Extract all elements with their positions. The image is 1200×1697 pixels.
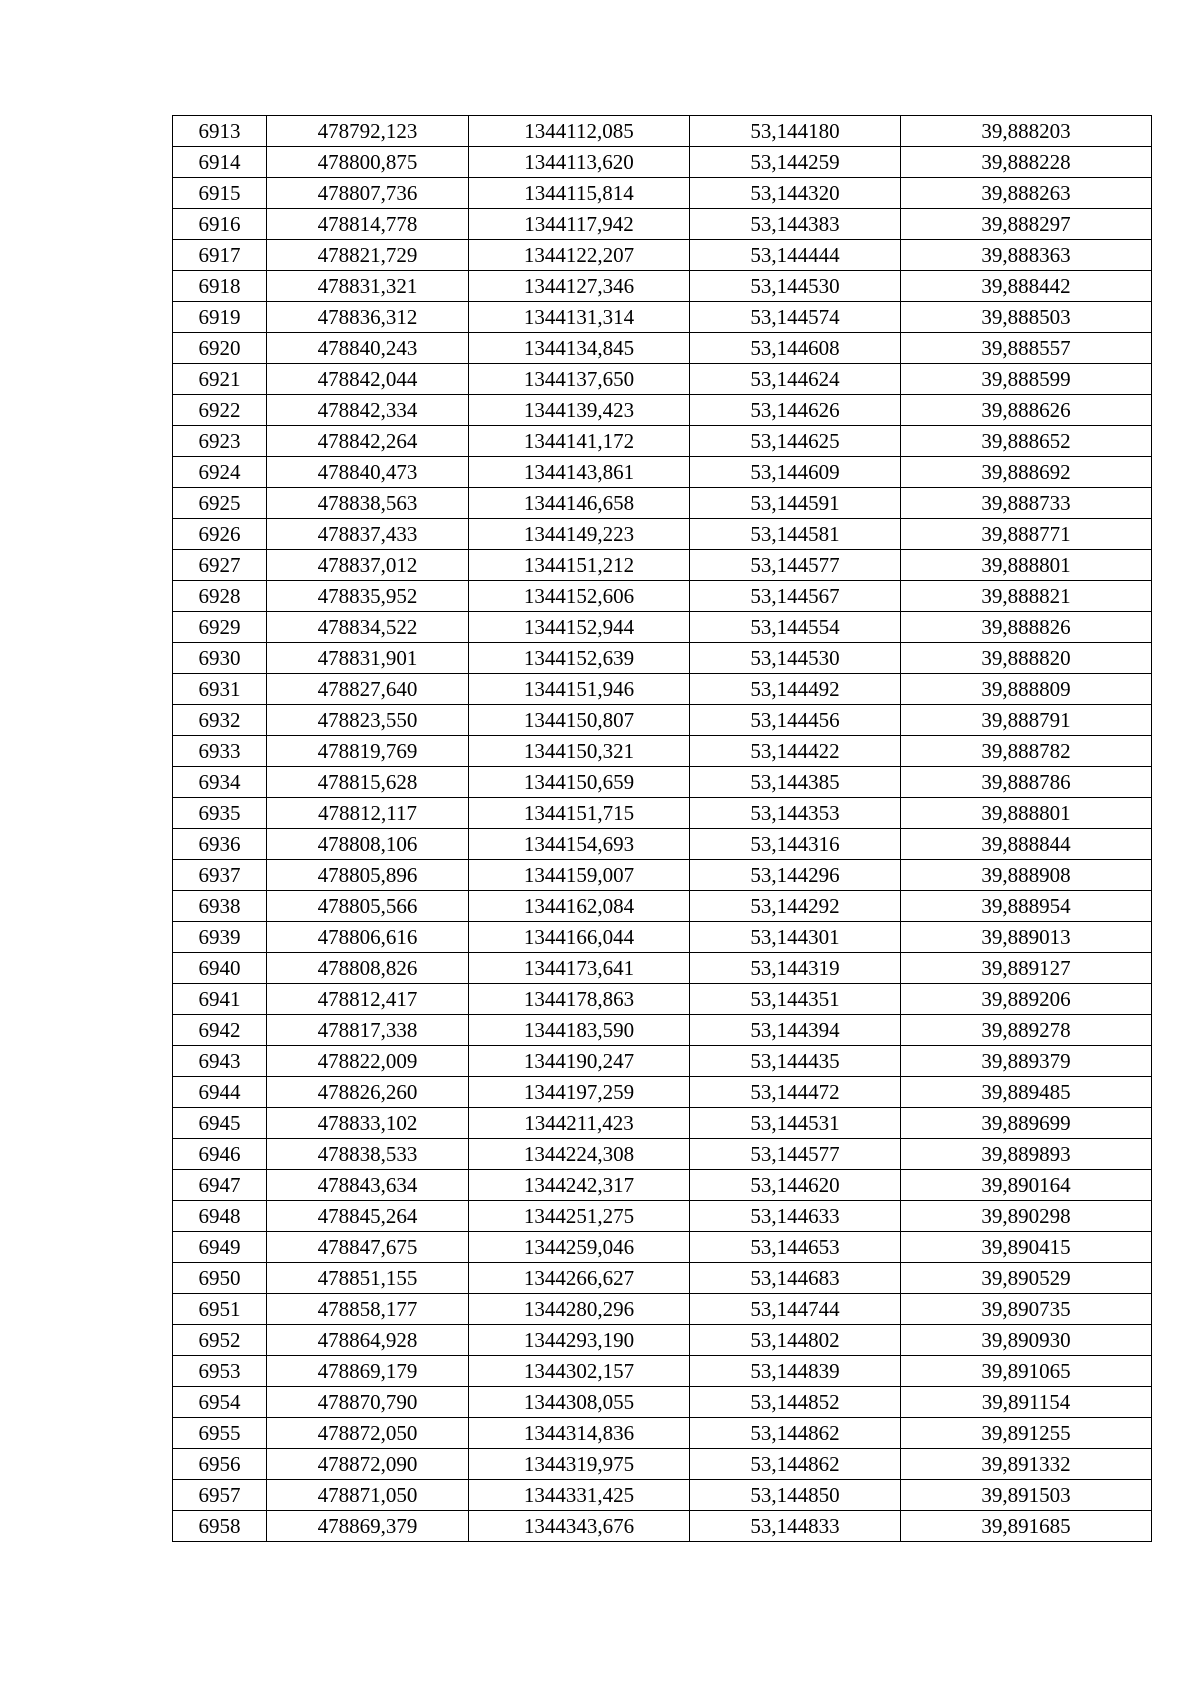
y-coordinate-cell: 1344190,247 <box>469 1046 690 1077</box>
point-number-cell: 6925 <box>173 488 267 519</box>
x-coordinate-cell: 478827,640 <box>267 674 469 705</box>
y-coordinate-cell: 1344141,172 <box>469 426 690 457</box>
table-row <box>173 829 1152 860</box>
x-coordinate-cell: 478851,155 <box>267 1263 469 1294</box>
x-coordinate-cell: 478823,550 <box>267 705 469 736</box>
longitude-cell: 39,888203 <box>901 116 1152 147</box>
table-row <box>173 1480 1152 1511</box>
latitude-cell: 53,144581 <box>690 519 901 550</box>
y-coordinate-cell: 1344211,423 <box>469 1108 690 1139</box>
table-row <box>173 550 1152 581</box>
point-number-cell: 6947 <box>173 1170 267 1201</box>
longitude-cell: 39,889127 <box>901 953 1152 984</box>
x-coordinate-cell: 478808,106 <box>267 829 469 860</box>
x-coordinate-cell: 478837,433 <box>267 519 469 550</box>
longitude-cell: 39,888297 <box>901 209 1152 240</box>
longitude-cell: 39,888599 <box>901 364 1152 395</box>
x-coordinate-cell: 478805,896 <box>267 860 469 891</box>
point-number-cell: 6946 <box>173 1139 267 1170</box>
point-number-cell: 6940 <box>173 953 267 984</box>
x-coordinate-cell: 478812,417 <box>267 984 469 1015</box>
longitude-cell: 39,888692 <box>901 457 1152 488</box>
table-row <box>173 674 1152 705</box>
table-row <box>173 860 1152 891</box>
x-coordinate-cell: 478871,050 <box>267 1480 469 1511</box>
latitude-cell: 53,144351 <box>690 984 901 1015</box>
longitude-cell: 39,890930 <box>901 1325 1152 1356</box>
point-number-cell: 6938 <box>173 891 267 922</box>
table-row <box>173 1077 1152 1108</box>
point-number-cell: 6936 <box>173 829 267 860</box>
longitude-cell: 39,890415 <box>901 1232 1152 1263</box>
y-coordinate-cell: 1344173,641 <box>469 953 690 984</box>
table-row <box>173 116 1152 147</box>
y-coordinate-cell: 1344152,944 <box>469 612 690 643</box>
x-coordinate-cell: 478869,379 <box>267 1511 469 1542</box>
y-coordinate-cell: 1344151,212 <box>469 550 690 581</box>
table-row <box>173 1511 1152 1542</box>
point-number-cell: 6955 <box>173 1418 267 1449</box>
latitude-cell: 53,144316 <box>690 829 901 860</box>
x-coordinate-cell: 478831,321 <box>267 271 469 302</box>
longitude-cell: 39,888809 <box>901 674 1152 705</box>
latitude-cell: 53,144492 <box>690 674 901 705</box>
y-coordinate-cell: 1344343,676 <box>469 1511 690 1542</box>
y-coordinate-cell: 1344149,223 <box>469 519 690 550</box>
y-coordinate-cell: 1344151,946 <box>469 674 690 705</box>
x-coordinate-cell: 478838,533 <box>267 1139 469 1170</box>
latitude-cell: 53,144626 <box>690 395 901 426</box>
x-coordinate-cell: 478840,473 <box>267 457 469 488</box>
y-coordinate-cell: 1344266,627 <box>469 1263 690 1294</box>
table-row <box>173 984 1152 1015</box>
longitude-cell: 39,888844 <box>901 829 1152 860</box>
y-coordinate-cell: 1344134,845 <box>469 333 690 364</box>
point-number-cell: 6928 <box>173 581 267 612</box>
point-number-cell: 6953 <box>173 1356 267 1387</box>
x-coordinate-cell: 478872,050 <box>267 1418 469 1449</box>
x-coordinate-cell: 478864,928 <box>267 1325 469 1356</box>
longitude-cell: 39,888503 <box>901 302 1152 333</box>
point-number-cell: 6950 <box>173 1263 267 1294</box>
point-number-cell: 6933 <box>173 736 267 767</box>
longitude-cell: 39,888363 <box>901 240 1152 271</box>
latitude-cell: 53,144577 <box>690 1139 901 1170</box>
x-coordinate-cell: 478812,117 <box>267 798 469 829</box>
y-coordinate-cell: 1344308,055 <box>469 1387 690 1418</box>
x-coordinate-cell: 478842,264 <box>267 426 469 457</box>
longitude-cell: 39,888821 <box>901 581 1152 612</box>
longitude-cell: 39,888263 <box>901 178 1152 209</box>
table-row <box>173 798 1152 829</box>
latitude-cell: 53,144296 <box>690 860 901 891</box>
latitude-cell: 53,144574 <box>690 302 901 333</box>
y-coordinate-cell: 1344150,321 <box>469 736 690 767</box>
x-coordinate-cell: 478842,044 <box>267 364 469 395</box>
table-row <box>173 891 1152 922</box>
x-coordinate-cell: 478838,563 <box>267 488 469 519</box>
longitude-cell: 39,888733 <box>901 488 1152 519</box>
x-coordinate-cell: 478840,243 <box>267 333 469 364</box>
point-number-cell: 6932 <box>173 705 267 736</box>
x-coordinate-cell: 478842,334 <box>267 395 469 426</box>
longitude-cell: 39,888801 <box>901 798 1152 829</box>
point-number-cell: 6957 <box>173 1480 267 1511</box>
longitude-cell: 39,890164 <box>901 1170 1152 1201</box>
y-coordinate-cell: 1344159,007 <box>469 860 690 891</box>
longitude-cell: 39,888820 <box>901 643 1152 674</box>
table-row <box>173 953 1152 984</box>
table-row <box>173 519 1152 550</box>
table-row <box>173 240 1152 271</box>
latitude-cell: 53,144852 <box>690 1387 901 1418</box>
point-number-cell: 6927 <box>173 550 267 581</box>
longitude-cell: 39,888908 <box>901 860 1152 891</box>
longitude-cell: 39,888771 <box>901 519 1152 550</box>
y-coordinate-cell: 1344242,317 <box>469 1170 690 1201</box>
latitude-cell: 53,144683 <box>690 1263 901 1294</box>
longitude-cell: 39,891154 <box>901 1387 1152 1418</box>
point-number-cell: 6923 <box>173 426 267 457</box>
x-coordinate-cell: 478833,102 <box>267 1108 469 1139</box>
table-row <box>173 271 1152 302</box>
latitude-cell: 53,144301 <box>690 922 901 953</box>
table-row <box>173 426 1152 457</box>
latitude-cell: 53,144554 <box>690 612 901 643</box>
latitude-cell: 53,144394 <box>690 1015 901 1046</box>
longitude-cell: 39,891503 <box>901 1480 1152 1511</box>
y-coordinate-cell: 1344139,423 <box>469 395 690 426</box>
latitude-cell: 53,144472 <box>690 1077 901 1108</box>
point-number-cell: 6918 <box>173 271 267 302</box>
latitude-cell: 53,144609 <box>690 457 901 488</box>
point-number-cell: 6915 <box>173 178 267 209</box>
y-coordinate-cell: 1344127,346 <box>469 271 690 302</box>
y-coordinate-cell: 1344302,157 <box>469 1356 690 1387</box>
longitude-cell: 39,891332 <box>901 1449 1152 1480</box>
longitude-cell: 39,888954 <box>901 891 1152 922</box>
x-coordinate-cell: 478792,123 <box>267 116 469 147</box>
y-coordinate-cell: 1344331,425 <box>469 1480 690 1511</box>
table-row <box>173 1170 1152 1201</box>
latitude-cell: 53,144385 <box>690 767 901 798</box>
x-coordinate-cell: 478800,875 <box>267 147 469 178</box>
y-coordinate-cell: 1344131,314 <box>469 302 690 333</box>
point-number-cell: 6922 <box>173 395 267 426</box>
table-row <box>173 1263 1152 1294</box>
point-number-cell: 6920 <box>173 333 267 364</box>
longitude-cell: 39,888228 <box>901 147 1152 178</box>
point-number-cell: 6942 <box>173 1015 267 1046</box>
table-row <box>173 147 1152 178</box>
point-number-cell: 6945 <box>173 1108 267 1139</box>
longitude-cell: 39,889893 <box>901 1139 1152 1170</box>
point-number-cell: 6926 <box>173 519 267 550</box>
point-number-cell: 6952 <box>173 1325 267 1356</box>
latitude-cell: 53,144833 <box>690 1511 901 1542</box>
point-number-cell: 6930 <box>173 643 267 674</box>
y-coordinate-cell: 1344117,942 <box>469 209 690 240</box>
x-coordinate-cell: 478806,616 <box>267 922 469 953</box>
latitude-cell: 53,144292 <box>690 891 901 922</box>
point-number-cell: 6954 <box>173 1387 267 1418</box>
y-coordinate-cell: 1344137,650 <box>469 364 690 395</box>
latitude-cell: 53,144319 <box>690 953 901 984</box>
latitude-cell: 53,144320 <box>690 178 901 209</box>
table-row <box>173 1201 1152 1232</box>
latitude-cell: 53,144591 <box>690 488 901 519</box>
x-coordinate-cell: 478814,778 <box>267 209 469 240</box>
latitude-cell: 53,144802 <box>690 1325 901 1356</box>
y-coordinate-cell: 1344113,620 <box>469 147 690 178</box>
table-row <box>173 1015 1152 1046</box>
latitude-cell: 53,144862 <box>690 1449 901 1480</box>
table-row <box>173 1046 1152 1077</box>
latitude-cell: 53,144850 <box>690 1480 901 1511</box>
latitude-cell: 53,144633 <box>690 1201 901 1232</box>
y-coordinate-cell: 1344150,659 <box>469 767 690 798</box>
point-number-cell: 6941 <box>173 984 267 1015</box>
point-number-cell: 6913 <box>173 116 267 147</box>
longitude-cell: 39,888782 <box>901 736 1152 767</box>
latitude-cell: 53,144839 <box>690 1356 901 1387</box>
coordinate-table <box>172 115 1152 1542</box>
longitude-cell: 39,888826 <box>901 612 1152 643</box>
point-number-cell: 6956 <box>173 1449 267 1480</box>
x-coordinate-cell: 478831,901 <box>267 643 469 674</box>
table-row <box>173 922 1152 953</box>
y-coordinate-cell: 1344166,044 <box>469 922 690 953</box>
table-row <box>173 333 1152 364</box>
table-row <box>173 1232 1152 1263</box>
point-number-cell: 6949 <box>173 1232 267 1263</box>
longitude-cell: 39,890298 <box>901 1201 1152 1232</box>
longitude-cell: 39,891065 <box>901 1356 1152 1387</box>
latitude-cell: 53,144577 <box>690 550 901 581</box>
x-coordinate-cell: 478836,312 <box>267 302 469 333</box>
x-coordinate-cell: 478815,628 <box>267 767 469 798</box>
latitude-cell: 53,144180 <box>690 116 901 147</box>
longitude-cell: 39,890529 <box>901 1263 1152 1294</box>
table-row <box>173 1387 1152 1418</box>
y-coordinate-cell: 1344280,296 <box>469 1294 690 1325</box>
table-row <box>173 736 1152 767</box>
table-row <box>173 612 1152 643</box>
table-row <box>173 1356 1152 1387</box>
x-coordinate-cell: 478872,090 <box>267 1449 469 1480</box>
x-coordinate-cell: 478822,009 <box>267 1046 469 1077</box>
longitude-cell: 39,889379 <box>901 1046 1152 1077</box>
point-number-cell: 6935 <box>173 798 267 829</box>
point-number-cell: 6951 <box>173 1294 267 1325</box>
y-coordinate-cell: 1344122,207 <box>469 240 690 271</box>
longitude-cell: 39,889699 <box>901 1108 1152 1139</box>
latitude-cell: 53,144531 <box>690 1108 901 1139</box>
latitude-cell: 53,144444 <box>690 240 901 271</box>
longitude-cell: 39,890735 <box>901 1294 1152 1325</box>
latitude-cell: 53,144608 <box>690 333 901 364</box>
x-coordinate-cell: 478870,790 <box>267 1387 469 1418</box>
y-coordinate-cell: 1344154,693 <box>469 829 690 860</box>
y-coordinate-cell: 1344162,084 <box>469 891 690 922</box>
latitude-cell: 53,144625 <box>690 426 901 457</box>
point-number-cell: 6921 <box>173 364 267 395</box>
table-row <box>173 488 1152 519</box>
point-number-cell: 6948 <box>173 1201 267 1232</box>
table-row <box>173 1418 1152 1449</box>
longitude-cell: 39,888442 <box>901 271 1152 302</box>
latitude-cell: 53,144259 <box>690 147 901 178</box>
y-coordinate-cell: 1344183,590 <box>469 1015 690 1046</box>
table-row <box>173 1325 1152 1356</box>
table-row <box>173 302 1152 333</box>
x-coordinate-cell: 478817,338 <box>267 1015 469 1046</box>
point-number-cell: 6934 <box>173 767 267 798</box>
x-coordinate-cell: 478837,012 <box>267 550 469 581</box>
x-coordinate-cell: 478869,179 <box>267 1356 469 1387</box>
point-number-cell: 6916 <box>173 209 267 240</box>
x-coordinate-cell: 478808,826 <box>267 953 469 984</box>
x-coordinate-cell: 478843,634 <box>267 1170 469 1201</box>
x-coordinate-cell: 478835,952 <box>267 581 469 612</box>
point-number-cell: 6939 <box>173 922 267 953</box>
y-coordinate-cell: 1344251,275 <box>469 1201 690 1232</box>
y-coordinate-cell: 1344293,190 <box>469 1325 690 1356</box>
x-coordinate-cell: 478826,260 <box>267 1077 469 1108</box>
x-coordinate-cell: 478807,736 <box>267 178 469 209</box>
point-number-cell: 6914 <box>173 147 267 178</box>
coordinate-table-body <box>173 116 1152 1542</box>
point-number-cell: 6943 <box>173 1046 267 1077</box>
table-row <box>173 209 1152 240</box>
y-coordinate-cell: 1344314,836 <box>469 1418 690 1449</box>
latitude-cell: 53,144435 <box>690 1046 901 1077</box>
y-coordinate-cell: 1344224,308 <box>469 1139 690 1170</box>
y-coordinate-cell: 1344150,807 <box>469 705 690 736</box>
y-coordinate-cell: 1344319,975 <box>469 1449 690 1480</box>
x-coordinate-cell: 478819,769 <box>267 736 469 767</box>
latitude-cell: 53,144744 <box>690 1294 901 1325</box>
x-coordinate-cell: 478834,522 <box>267 612 469 643</box>
table-row <box>173 1294 1152 1325</box>
y-coordinate-cell: 1344112,085 <box>469 116 690 147</box>
point-number-cell: 6917 <box>173 240 267 271</box>
longitude-cell: 39,888791 <box>901 705 1152 736</box>
table-row <box>173 178 1152 209</box>
longitude-cell: 39,891255 <box>901 1418 1152 1449</box>
y-coordinate-cell: 1344146,658 <box>469 488 690 519</box>
point-number-cell: 6944 <box>173 1077 267 1108</box>
latitude-cell: 53,144383 <box>690 209 901 240</box>
table-row <box>173 705 1152 736</box>
y-coordinate-cell: 1344152,639 <box>469 643 690 674</box>
latitude-cell: 53,144567 <box>690 581 901 612</box>
table-row <box>173 1139 1152 1170</box>
point-number-cell: 6958 <box>173 1511 267 1542</box>
longitude-cell: 39,891685 <box>901 1511 1152 1542</box>
longitude-cell: 39,888801 <box>901 550 1152 581</box>
y-coordinate-cell: 1344143,861 <box>469 457 690 488</box>
latitude-cell: 53,144530 <box>690 271 901 302</box>
longitude-cell: 39,889278 <box>901 1015 1152 1046</box>
longitude-cell: 39,889485 <box>901 1077 1152 1108</box>
table-row <box>173 1108 1152 1139</box>
latitude-cell: 53,144456 <box>690 705 901 736</box>
y-coordinate-cell: 1344115,814 <box>469 178 690 209</box>
longitude-cell: 39,889013 <box>901 922 1152 953</box>
y-coordinate-cell: 1344178,863 <box>469 984 690 1015</box>
x-coordinate-cell: 478858,177 <box>267 1294 469 1325</box>
table-row <box>173 767 1152 798</box>
latitude-cell: 53,144862 <box>690 1418 901 1449</box>
table-row <box>173 395 1152 426</box>
table-row <box>173 643 1152 674</box>
y-coordinate-cell: 1344197,259 <box>469 1077 690 1108</box>
y-coordinate-cell: 1344151,715 <box>469 798 690 829</box>
table-row <box>173 1449 1152 1480</box>
y-coordinate-cell: 1344152,606 <box>469 581 690 612</box>
y-coordinate-cell: 1344259,046 <box>469 1232 690 1263</box>
longitude-cell: 39,888626 <box>901 395 1152 426</box>
longitude-cell: 39,888557 <box>901 333 1152 364</box>
latitude-cell: 53,144620 <box>690 1170 901 1201</box>
point-number-cell: 6924 <box>173 457 267 488</box>
x-coordinate-cell: 478805,566 <box>267 891 469 922</box>
x-coordinate-cell: 478847,675 <box>267 1232 469 1263</box>
point-number-cell: 6931 <box>173 674 267 705</box>
latitude-cell: 53,144353 <box>690 798 901 829</box>
table-row <box>173 457 1152 488</box>
x-coordinate-cell: 478821,729 <box>267 240 469 271</box>
longitude-cell: 39,888652 <box>901 426 1152 457</box>
latitude-cell: 53,144422 <box>690 736 901 767</box>
table-row <box>173 364 1152 395</box>
latitude-cell: 53,144624 <box>690 364 901 395</box>
longitude-cell: 39,888786 <box>901 767 1152 798</box>
longitude-cell: 39,889206 <box>901 984 1152 1015</box>
x-coordinate-cell: 478845,264 <box>267 1201 469 1232</box>
point-number-cell: 6929 <box>173 612 267 643</box>
latitude-cell: 53,144530 <box>690 643 901 674</box>
latitude-cell: 53,144653 <box>690 1232 901 1263</box>
table-row <box>173 581 1152 612</box>
point-number-cell: 6919 <box>173 302 267 333</box>
point-number-cell: 6937 <box>173 860 267 891</box>
